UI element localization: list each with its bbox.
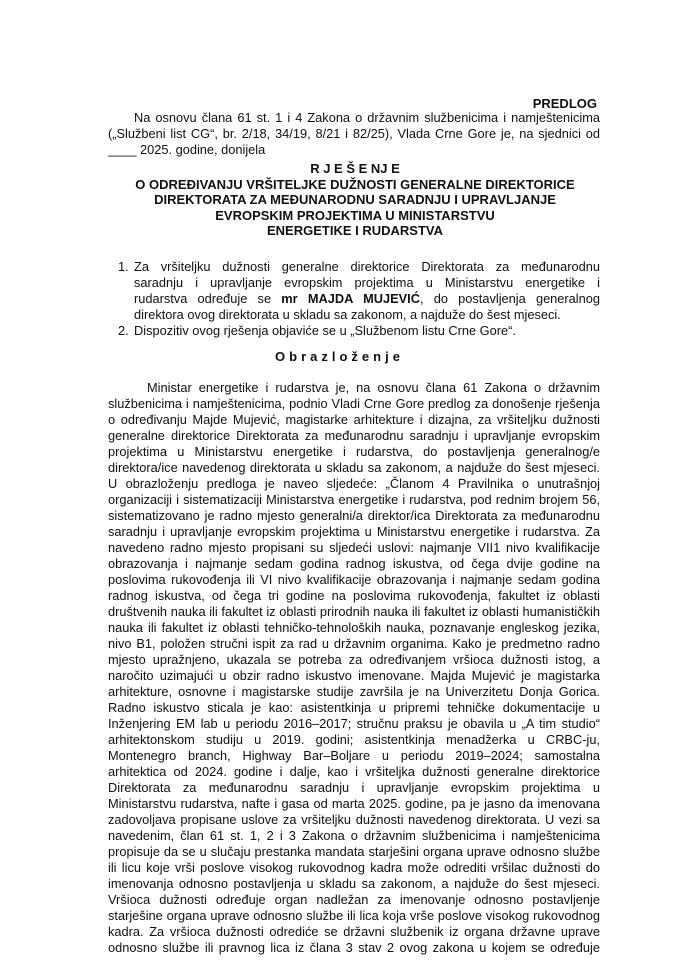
body-line: Montenegro branch, Highway Bar–Boljare u periodu 2019–2024; samostalna: [108, 748, 600, 763]
body-line: nauka ili fakultet iz oblasti tehničko-tehnoloških nauka, poznavanje engleskog jezika,: [108, 620, 600, 635]
item-line: [134, 291, 600, 307]
item-line: Za vršiteljku dužnosti generalne direktorice Direktorata za međunarodnu: [134, 259, 600, 274]
title-line: R J E Š E NJ E: [310, 161, 400, 176]
title-line: EVROPSKIM PROJEKTIMA U MINISTARSTVU: [215, 207, 495, 223]
body-line: sistematizovano je radno mjesto generalni/a direktor/ica Direktorata za međunarodnu: [108, 508, 600, 523]
body-line: odnosno službe ili pravnog lica iz člana 3 stav 2 ovog zakona u kojem se određuje: [108, 940, 600, 955]
body-line: poslovima rukovođenja ili VI nivo kvalifikacije obrazovanja i najmanje sedam godina: [108, 572, 600, 587]
body-line: propisuje da se u slučaju prestanka mandata starješini organa uprave odnosno službe: [108, 844, 600, 859]
title-line: DIREKTORATA ZA MEĐUNARODNU SARADNJU I UPRAVLJANJE: [154, 192, 556, 207]
list-item: [108, 323, 600, 339]
body-line: nivo B1, položen stručni ispit za rad u državnim organima. Kako je predmetno radno: [108, 636, 600, 651]
body-line: društvenih nauka ili fakultet iz oblasti prirodnih nauka ili fakultet iz oblasti humanističkih: [108, 604, 600, 619]
intro-line: ____ 2025. godine, donijela: [108, 142, 266, 157]
title-line: ENERGETIKE I RUDARSTVA: [267, 223, 443, 238]
document-title: [90, 161, 620, 239]
body-line: Direktorata za međunarodnu saradnju i upravljanje evropskim projektima u: [108, 780, 600, 795]
decision-list: [108, 259, 600, 339]
body-line: navedeno radno mjesto propisani su sljedeći uslovi: najmanje VII1 nivo kvalifikacije: [108, 540, 600, 555]
intro-line: Na osnovu člana 61 st. 1 i 4 Zakona o državnim službenicima i namještenicima: [134, 110, 600, 125]
appointee-name: mr MAJDA MUJEVIĆ: [281, 291, 420, 306]
body-line: o određivanju Majde Mujević, magistarke arhitekture i dizajna, za vršiteljku dužnosti: [108, 412, 600, 427]
body-line: imenovanja odnosno postavljenja u skladu sa zakonom, a najduže do šest mjeseci.: [108, 876, 600, 891]
item-text: rudarstva određuje se: [134, 291, 282, 306]
body-line: radnog iskustva, od čega tri godine na poslovima rukovođenja, fakultet iz oblasti: [108, 588, 600, 603]
body-line: naročito uzimajući u obzir radno iskustvo imenovane. Majda Mujević je magistarka: [108, 668, 600, 683]
item-line: Dispozitiv ovog rješenja objaviće se u „Službenom listu Crne Gore“.: [134, 323, 516, 338]
title-line: O ODREĐIVANJU VRŠITELJKE DUŽNOSTI GENERALNE DIREKTORICE: [135, 176, 575, 192]
body-line: kadra. Za vršioca dužnosti odrediće se državni službenik iz organa državne uprave: [108, 924, 600, 939]
body-line: mjesto upražnjeno, ukazala se potreba za određivanjem vršioca dužnosti istog, a: [108, 652, 600, 667]
body-line: Ministar energetike i rudarstva je, na osnovu člana 61 Zakona o državnim: [147, 380, 600, 395]
body-line: navedenim, član 61 st. 1, 2 i 3 Zakona o državnim službenicima i namještenicima: [108, 828, 600, 843]
body-line: U obrazloženju predloga je naveo sljedeće: „Članom 4 Pravilnika o unutrašnjoj: [108, 476, 600, 491]
body-line: ili licu koje vrši poslove visokog rukovodnog kadra može odrediti vršilac dužnosti do: [108, 860, 600, 875]
body-line: direktora/ice navedenog direktorata u skladu sa zakonom, a najduže do šest mjeseci.: [108, 460, 600, 475]
body-line: saradnju i upravljanje evropskim projektima u Ministarstvu energetike i rudarstva. Za: [108, 524, 600, 539]
body-line: starješine organa uprave odnosno službe ili lica koja vrše poslove visokog rukovodnog: [108, 908, 600, 923]
body-line: organizaciji i sistematizaciji Ministarstva energetike i rudarstva, pod rednim brojem 56,: [108, 492, 600, 507]
reasoning-heading: Obrazloženje: [275, 349, 404, 364]
body-line: arhitekture, osnovne i magistarske studije završila je na Univerzitetu Donja Gorica.: [108, 684, 600, 699]
body-line: arhitektica od 2024. godine i dalje, kao i vršiteljka dužnosti generalne direktorice: [108, 764, 600, 779]
body-line: Radno iskustvo sticala je kao: asistentkinja u pripremi tehničke dokumentacije u: [108, 700, 600, 715]
item-line: saradnju i upravljanje evropskim projektima u Ministarstvu energetike i: [134, 275, 600, 290]
intro-paragraph: [108, 110, 600, 158]
list-item: [108, 259, 600, 323]
body-line: zadovoljava propisane uslove za vršiteljku dužnosti navedenog direktorata. U vezi sa: [108, 812, 600, 827]
item-text: , do postavljenja generalnog: [419, 291, 600, 306]
body-line: obrazovanja i najmanje sedam godina radnog iskustva, od čega dvije godine na: [108, 556, 600, 571]
item-number: 2.: [118, 323, 129, 338]
draft-label: PREDLOG: [532, 96, 597, 111]
body-line: arhitektonskom studiju u 2019. godini; asistentkinja menadžerka u CRBC-ju,: [108, 732, 600, 747]
body-line: Inženjering EM lab u periodu 2016–2017; stručnu praksu je obavila u „A tim studio“: [108, 716, 600, 731]
body-line: službenicima i namještenicima, podnio Vladi Crne Gore predlog za donošenje rješenja: [108, 396, 600, 411]
body-line: Ministarstvu rudarstva, nafte i gasa od marta 2025. godine, pa je jasno da imenovana: [108, 796, 600, 811]
item-line: direktora ovog direktorata u skladu sa zakonom, a najduže do šest mjeseci.: [134, 307, 561, 322]
body-line: generalne direktorice Direktorata za međunarodnu saradnju i upravljanje evropskim: [108, 428, 600, 443]
body-line: Vršioca dužnosti određuje organ nadležan za imenovanje odnosno postavljenje: [108, 892, 600, 907]
item-number: 1.: [118, 259, 129, 274]
intro-line: („Službeni list CG“, br. 2/18, 34/19, 8/21 i 82/25), Vlada Crne Gore je, na sjednici od: [108, 126, 600, 141]
reasoning-paragraph: [108, 380, 600, 956]
body-line: projektima u Ministarstvu energetike i rudarstva, do postavljenja generalnog/e: [108, 444, 600, 459]
